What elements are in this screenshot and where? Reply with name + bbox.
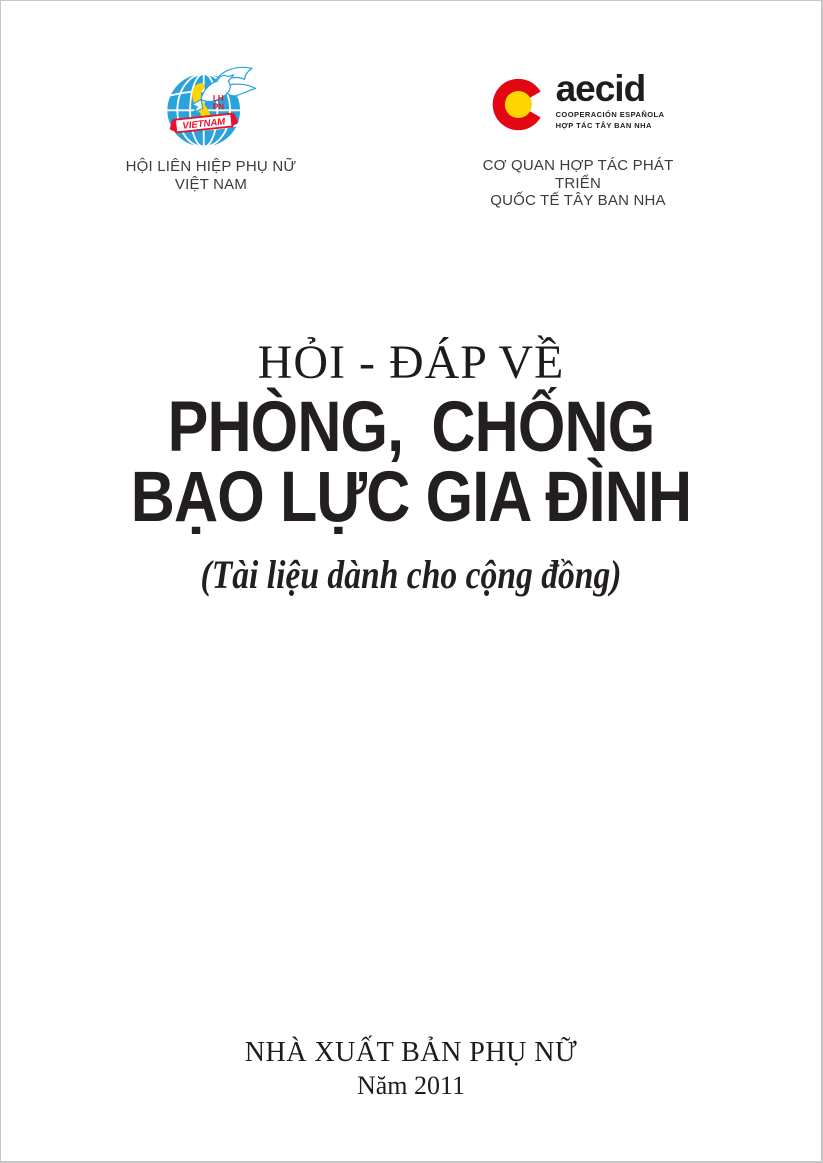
aecid-caption xyxy=(459,157,697,210)
main-title-line1: PHÒNG, CHỐNG xyxy=(167,388,655,467)
aecid-logo-row xyxy=(459,68,697,143)
aecid-caption-line2: QUỐC TẾ TÂY BAN NHA xyxy=(490,192,666,209)
aecid-wordmark: aecid xyxy=(555,68,646,109)
vwu-initials-line2: PN xyxy=(212,102,225,112)
publish-year: Năm 2011 xyxy=(356,1071,466,1100)
aecid-text-column xyxy=(555,68,665,130)
main-title-line2: BẠO LỰC GIA ĐÌNH xyxy=(130,458,692,537)
vwu-initials-line1: LH xyxy=(212,94,224,104)
aecid-c-logo-icon xyxy=(492,76,549,133)
aecid-subtitle-vi: HỢP TÁC TÂY BAN NHA xyxy=(555,121,652,130)
vwu-caption xyxy=(109,158,313,193)
vwu-globe-dove-logo-icon xyxy=(161,63,261,154)
publisher-name: NHÀ XUẤT BẢN PHỤ NỮ xyxy=(244,1037,578,1068)
title-subtitle: (Tài liệu dành cho cộng đồng) xyxy=(200,552,622,597)
aecid-caption-line1: CƠ QUAN HỢP TÁC PHÁT TRIỂN xyxy=(482,157,674,192)
vietnam-ribbon-label: VIETNAM xyxy=(181,116,226,132)
footer-block xyxy=(1,1037,821,1101)
title-kicker: HỎI - ĐÁP VỀ xyxy=(257,336,565,389)
vwu-org-block xyxy=(109,63,313,193)
vwu-caption-line2: VIỆT NAM xyxy=(174,175,248,193)
aecid-org-block xyxy=(459,68,697,210)
aecid-subtitle-es: COOPERACIÓN ESPAÑOLA xyxy=(555,110,665,119)
vwu-caption-line1: HỘI LIÊN HIỆP PHỤ NỮ xyxy=(125,158,297,175)
main-title xyxy=(58,388,763,537)
